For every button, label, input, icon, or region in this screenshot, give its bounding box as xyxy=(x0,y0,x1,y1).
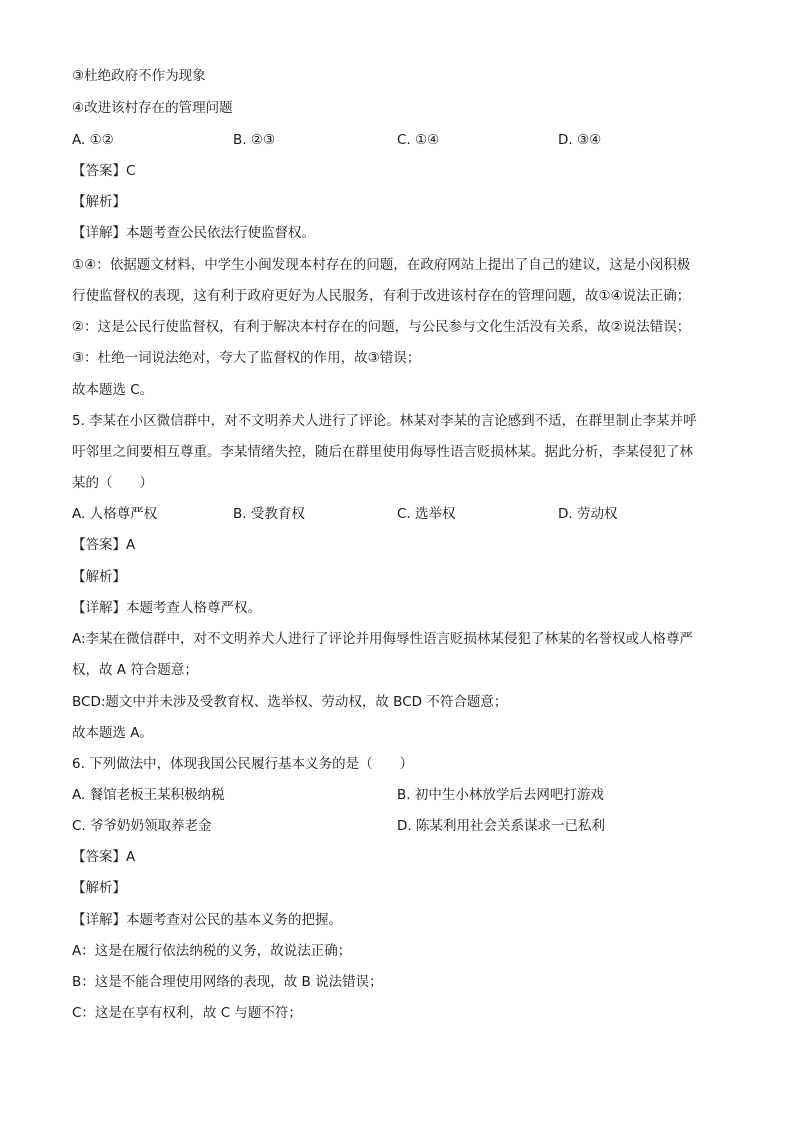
q4-explain-3: ③：杜绝一词说法绝对，夸大了监督权的作用，故③错误； xyxy=(72,350,421,366)
q5-conclusion: 故本题选 A。 xyxy=(72,725,154,741)
q6-answer: 【答案】A xyxy=(72,849,136,865)
q5-explain-1b: 权，故 A 符合题意； xyxy=(72,662,198,678)
q4-choices xyxy=(72,130,732,150)
q4-choice-a: A. ①② xyxy=(72,132,114,148)
q5-stem-2: 吁邻里之间要相互尊重。李某情绪失控，随后在群里使用侮辱性语言贬损林某。据此分析，李某侵犯了林 xyxy=(72,444,693,460)
q5-analysis-heading: 【解析】 xyxy=(72,569,126,585)
q6-choice-b: B. 初中生小林放学后去网吧打游戏 xyxy=(397,787,604,803)
q4-detail: 【详解】本题考查公民依法行使监督权。 xyxy=(72,225,315,241)
q4-conclusion: 故本题选 C。 xyxy=(72,382,154,398)
q6-detail: 【详解】本题考查对公民的基本义务的把握。 xyxy=(72,912,342,928)
q6-stem: 6. 下列做法中，体现我国公民履行基本义务的是（ ） xyxy=(72,756,414,772)
q4-explain-1b: 行使监督权的表现，这有利于政府更好为人民服务，有利于改进该村存在的管理问题，故①④说法正确； xyxy=(72,288,691,304)
q5-choice-a: A. 人格尊严权 xyxy=(72,506,158,522)
q6-analysis-heading: 【解析】 xyxy=(72,880,126,896)
q6-explain-b: B：这是不能合理使用网络的表现，故 B 说法错误； xyxy=(72,974,383,990)
q5-answer: 【答案】A xyxy=(72,537,136,553)
q5-choice-b: B. 受教育权 xyxy=(233,506,305,522)
q6-explain-c: C：这是在享有权利，故 C 与题不符； xyxy=(72,1005,302,1021)
q6-choices-row-2 xyxy=(72,816,732,836)
q6-choice-d: D. 陈某利用社会关系谋求一已私利 xyxy=(397,818,605,834)
q4-option-3: ③杜绝政府不作为现象 xyxy=(72,68,206,84)
q4-explain-2: ②：这是公民行使监督权，有利于解决本村存在的问题，与公民参与文化生活没有关系，故②说法错误； xyxy=(72,319,691,335)
q4-choice-c: C. ①④ xyxy=(397,132,440,148)
q5-explain-2: BCD:题文中并未涉及受教育权、选举权、劳动权，故 BCD 不符合题意； xyxy=(72,694,508,710)
q6-choice-a: A. 餐馆老板王某积极纳税 xyxy=(72,787,225,803)
q6-explain-a: A：这是在履行依法纳税的义务，故说法正确； xyxy=(72,943,352,959)
q4-answer: 【答案】C xyxy=(72,163,136,179)
q5-stem-3: 某的（ ） xyxy=(72,475,153,491)
q4-option-4: ④改进该村存在的管理问题 xyxy=(72,100,233,116)
q5-choice-c: C. 选举权 xyxy=(397,506,456,522)
q5-choices xyxy=(72,504,732,524)
q4-choice-d: D. ③④ xyxy=(558,132,602,148)
q6-choice-c: C. 爷爷奶奶领取养老金 xyxy=(72,818,212,834)
q6-choices-row-1 xyxy=(72,785,732,805)
q4-explain-1a: ①④：依据题文材料，中学生小闽发现本村存在的问题，在政府网站上提出了自己的建议，这是小闵积极 xyxy=(72,257,691,273)
q5-choice-d: D. 劳动权 xyxy=(558,506,618,522)
q4-choice-b: B. ②③ xyxy=(233,132,276,148)
q5-explain-1a: A:李某在微信群中，对不文明养犬人进行了评论并用侮辱性语言贬损林某侵犯了林某的名誉权或人格尊严 xyxy=(72,631,694,647)
q5-stem-1: 5. 李某在小区微信群中，对不文明养犬人进行了评论。林某对李某的言论感到不适，在群里制止李某并呼 xyxy=(72,413,697,429)
q5-detail: 【详解】本题考查人格尊严权。 xyxy=(72,600,261,616)
q4-analysis-heading: 【解析】 xyxy=(72,194,126,210)
